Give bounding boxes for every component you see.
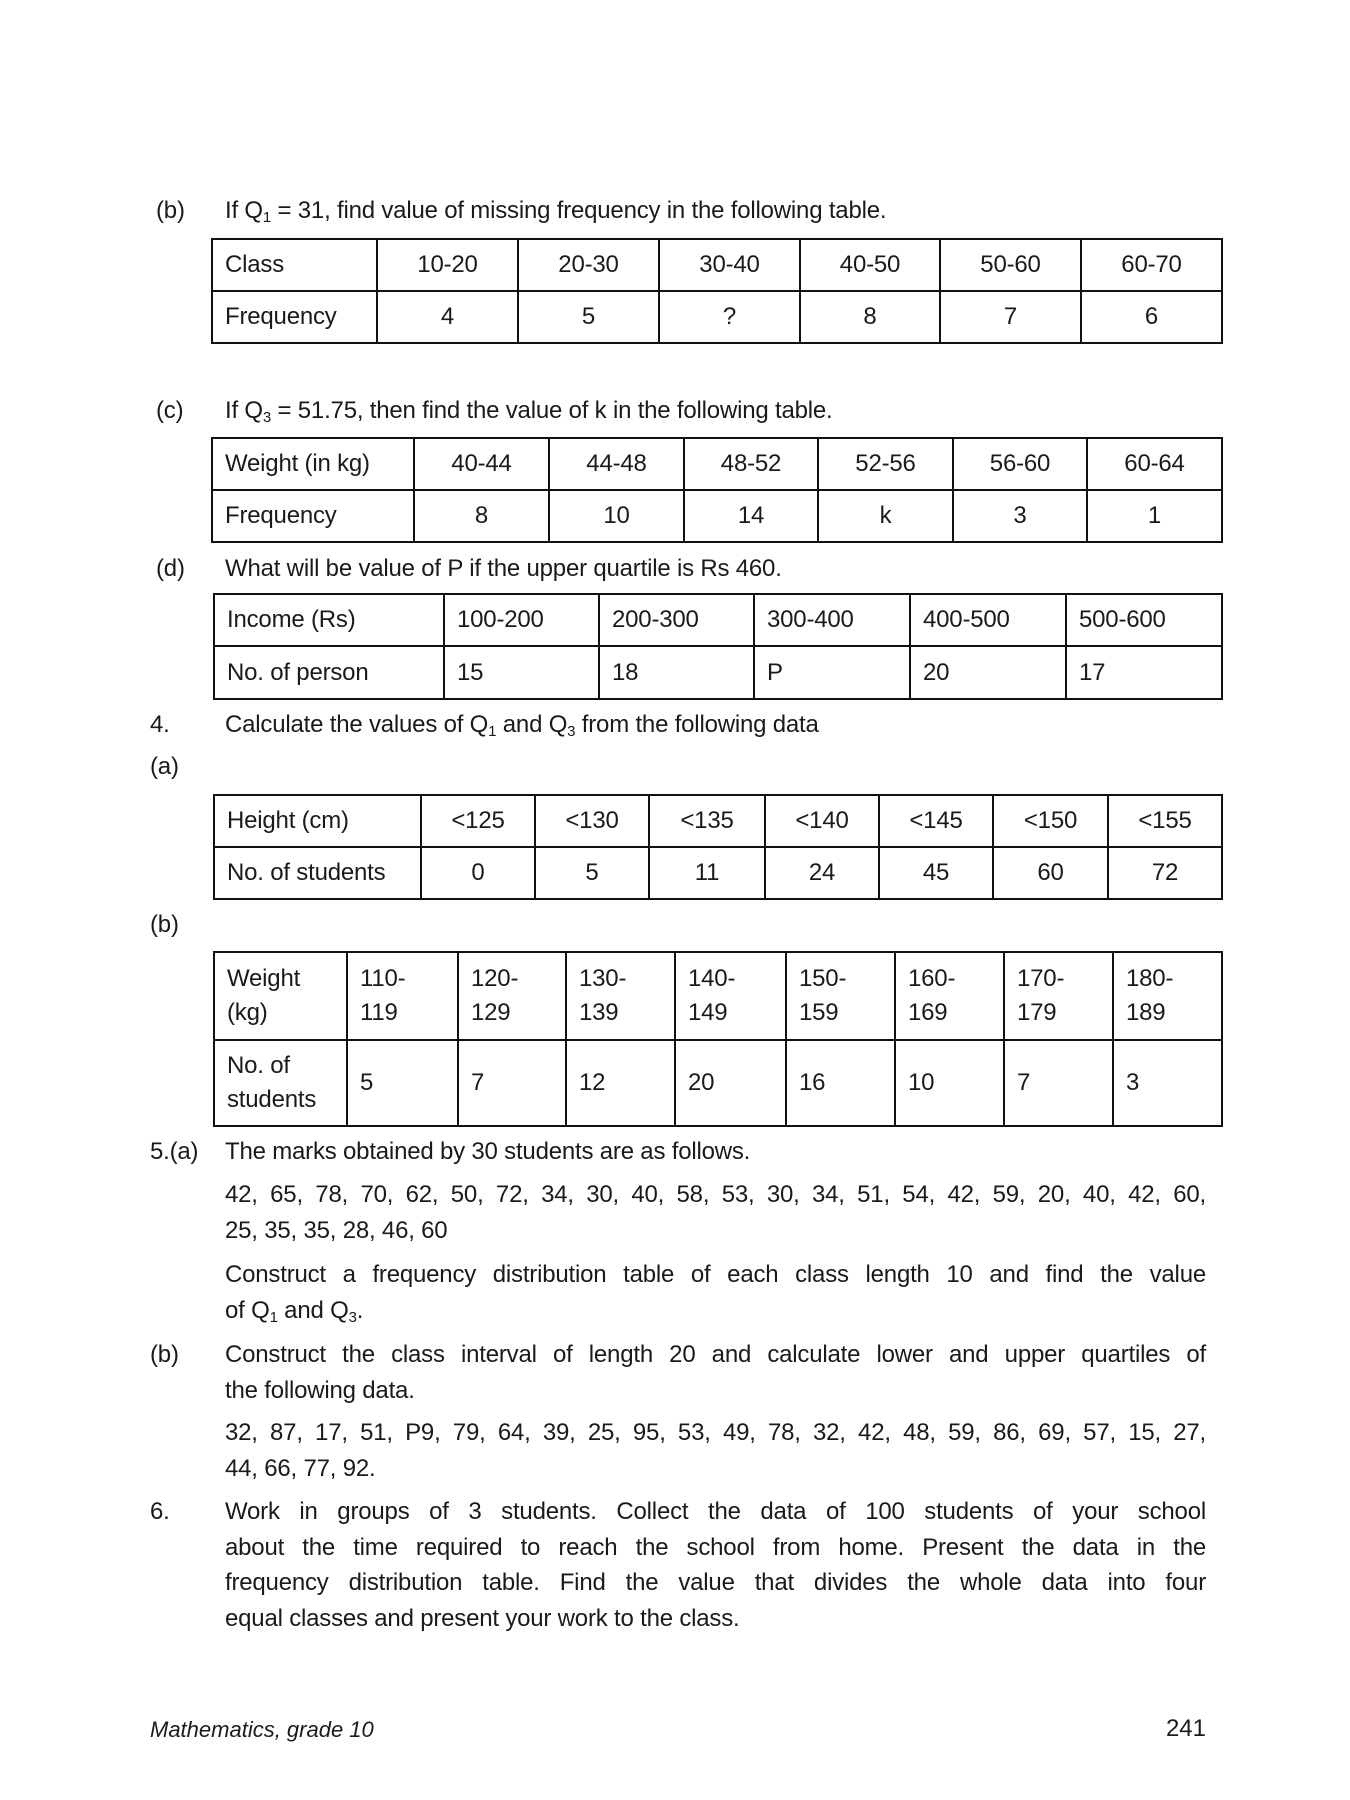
task-text bbox=[225, 1257, 1206, 1328]
text: and Q bbox=[277, 1296, 349, 1324]
cell-line: 129 bbox=[471, 999, 511, 1026]
table-cell: 72 bbox=[1108, 847, 1222, 899]
table-cell: 20 bbox=[910, 646, 1066, 699]
task-line: Construct the class interval of length 20 and calculate lower and upper quartiles of bbox=[225, 1341, 1206, 1368]
data-line: 42, 65, 78, 70, 62, 50, 72, 34, 30, 40, 58, 53, 30, 34, 51, 54, 42, 59, 20, 40, 42, 60, bbox=[225, 1181, 1206, 1208]
question-label: (b) bbox=[150, 911, 179, 938]
weight-table-q4b bbox=[213, 951, 1223, 1127]
table-cell: 60-64 bbox=[1087, 438, 1222, 490]
text: If Q bbox=[225, 397, 263, 424]
row-header-cell: Class bbox=[212, 239, 377, 291]
table-cell bbox=[458, 952, 566, 1040]
table-cell: 400-500 bbox=[910, 594, 1066, 646]
cell-line: 130- bbox=[579, 965, 627, 992]
table-cell: 300-400 bbox=[754, 594, 910, 646]
task-text bbox=[225, 1337, 1206, 1408]
cell-line: 149 bbox=[688, 999, 728, 1026]
table-cell: 7 bbox=[940, 291, 1081, 343]
table-cell: 20-30 bbox=[518, 239, 659, 291]
data-line: 25, 35, 35, 28, 46, 60 bbox=[225, 1216, 448, 1244]
row-header-cell bbox=[214, 952, 347, 1040]
subscript: 3 bbox=[348, 1308, 357, 1326]
text: from the following data bbox=[575, 711, 819, 738]
question-text bbox=[225, 707, 819, 743]
row-header-cell: Height (cm) bbox=[214, 795, 421, 847]
cell-line: 159 bbox=[799, 999, 839, 1026]
text: and Q bbox=[496, 711, 568, 738]
table-cell: <140 bbox=[765, 795, 879, 847]
cell-line: 170- bbox=[1017, 965, 1065, 992]
table-cell: ? bbox=[659, 291, 800, 343]
row-header-cell bbox=[214, 1040, 347, 1126]
height-table-q4a bbox=[213, 794, 1223, 900]
frequency-table-q3b bbox=[211, 238, 1223, 344]
text-line: frequency distribution table. Find the value that divides the whole data into four bbox=[225, 1569, 1206, 1596]
text: = 51.75, then find the value of k in the following table. bbox=[271, 397, 833, 424]
cell-line: No. of bbox=[227, 1052, 290, 1079]
task-line bbox=[225, 1293, 1206, 1329]
table-cell: 3 bbox=[1113, 1040, 1222, 1126]
table-cell: 44-48 bbox=[549, 438, 684, 490]
table-cell: 20 bbox=[675, 1040, 786, 1126]
table-cell: 16 bbox=[786, 1040, 895, 1126]
table-cell: 60 bbox=[993, 847, 1108, 899]
table-cell: 40-50 bbox=[800, 239, 940, 291]
cell-line: 119 bbox=[360, 999, 398, 1026]
table-cell: 30-40 bbox=[659, 239, 800, 291]
table-cell: 18 bbox=[599, 646, 754, 699]
subscript: 1 bbox=[269, 1308, 278, 1326]
table-cell: 52-56 bbox=[818, 438, 953, 490]
text: Calculate the values of Q bbox=[225, 711, 489, 738]
cell-line: 160- bbox=[908, 965, 956, 992]
table-cell: 7 bbox=[458, 1040, 566, 1126]
question-number: 6. bbox=[150, 1498, 170, 1525]
table-cell: 15 bbox=[444, 646, 599, 699]
question-label: (b) bbox=[156, 197, 185, 224]
question-label: (b) bbox=[150, 1341, 179, 1368]
row-header-cell: No. of students bbox=[214, 847, 421, 899]
table-cell: 500-600 bbox=[1066, 594, 1222, 646]
table-cell: 45 bbox=[879, 847, 993, 899]
row-header-cell: Income (Rs) bbox=[214, 594, 444, 646]
table-cell: <150 bbox=[993, 795, 1108, 847]
text: . bbox=[356, 1296, 364, 1324]
table-cell bbox=[566, 952, 675, 1040]
table-cell: P bbox=[754, 646, 910, 699]
row-header-cell: Frequency bbox=[212, 291, 377, 343]
question-text bbox=[225, 193, 886, 229]
table-cell: 24 bbox=[765, 847, 879, 899]
cell-line: 189 bbox=[1126, 999, 1166, 1026]
data-line: 32, 87, 17, 51, P9, 79, 64, 39, 25, 95, 53, 49, 78, 32, 42, 48, 59, 86, 69, 57, 15, 27, bbox=[225, 1419, 1206, 1446]
question-number: 4. bbox=[150, 711, 170, 738]
table-cell: 12 bbox=[566, 1040, 675, 1126]
cell-line: students bbox=[227, 1086, 317, 1113]
cell-line: 150- bbox=[799, 965, 847, 992]
table-cell: 10 bbox=[895, 1040, 1004, 1126]
table-cell bbox=[347, 952, 458, 1040]
subscript: 3 bbox=[262, 409, 272, 426]
cell-line: 120- bbox=[471, 965, 519, 992]
table-row bbox=[214, 1040, 1222, 1126]
table-cell: 40-44 bbox=[414, 438, 549, 490]
table-cell: <155 bbox=[1108, 795, 1222, 847]
project-text bbox=[225, 1494, 1206, 1636]
table-row bbox=[212, 490, 1222, 542]
table-cell: <130 bbox=[535, 795, 649, 847]
table-cell bbox=[786, 952, 895, 1040]
row-header-cell: Frequency bbox=[212, 490, 414, 542]
table-cell: 56-60 bbox=[953, 438, 1087, 490]
question-text: What will be value of P if the upper quartile is Rs 460. bbox=[225, 555, 782, 582]
question-label: (c) bbox=[156, 397, 184, 424]
header-row bbox=[212, 438, 1222, 490]
table-cell: 17 bbox=[1066, 646, 1222, 699]
text-line: about the time required to reach the school from home. Present the data in the bbox=[225, 1533, 1206, 1561]
table-cell: 60-70 bbox=[1081, 239, 1222, 291]
question-text: The marks obtained by 30 students are as follows. bbox=[225, 1138, 751, 1165]
table-cell: 1 bbox=[1087, 490, 1222, 542]
header-row bbox=[214, 795, 1222, 847]
header-row bbox=[212, 239, 1222, 291]
text-line: Work in groups of 3 students. Collect the data of 100 students of your school bbox=[225, 1498, 1206, 1525]
task-line: the following data. bbox=[225, 1376, 415, 1404]
page-number: 241 bbox=[1165, 1715, 1206, 1742]
header-row bbox=[214, 594, 1222, 646]
table-cell: 50-60 bbox=[940, 239, 1081, 291]
table-cell: 8 bbox=[414, 490, 549, 542]
table-cell: 14 bbox=[684, 490, 818, 542]
table-cell: <145 bbox=[879, 795, 993, 847]
table-cell: 7 bbox=[1004, 1040, 1113, 1126]
quartile-data bbox=[225, 1415, 1206, 1486]
table-cell: <125 bbox=[421, 795, 535, 847]
table-cell bbox=[1113, 952, 1222, 1040]
table-cell bbox=[675, 952, 786, 1040]
table-cell: 3 bbox=[953, 490, 1087, 542]
cell-line: 169 bbox=[908, 999, 948, 1026]
table-cell: 100-200 bbox=[444, 594, 599, 646]
subscript: 3 bbox=[567, 723, 576, 740]
table-cell: <135 bbox=[649, 795, 765, 847]
cell-line: 180- bbox=[1126, 965, 1174, 992]
cell-line: 139 bbox=[579, 999, 619, 1026]
question-label: (a) bbox=[150, 753, 179, 780]
table-cell: 6 bbox=[1081, 291, 1222, 343]
cell-line: (kg) bbox=[227, 999, 268, 1026]
table-cell: 10 bbox=[549, 490, 684, 542]
row-header-cell: No. of person bbox=[214, 646, 444, 699]
subscript: 1 bbox=[488, 723, 497, 740]
header-row bbox=[214, 952, 1222, 1040]
table-cell: 0 bbox=[421, 847, 535, 899]
income-table-q3d bbox=[213, 593, 1223, 700]
text: If Q bbox=[225, 197, 263, 224]
table-cell bbox=[895, 952, 1004, 1040]
frequency-table-q3c bbox=[211, 437, 1223, 543]
row-header-cell: Weight (in kg) bbox=[212, 438, 414, 490]
table-cell: 11 bbox=[649, 847, 765, 899]
cell-line: 140- bbox=[688, 965, 736, 992]
text: of Q bbox=[225, 1296, 270, 1324]
table-cell: 5 bbox=[535, 847, 649, 899]
question-label: (d) bbox=[156, 555, 185, 582]
subscript: 1 bbox=[262, 209, 272, 226]
footer-book-title: Mathematics, grade 10 bbox=[150, 1717, 374, 1742]
table-cell: 200-300 bbox=[599, 594, 754, 646]
text: = 31, find value of missing frequency in the following table. bbox=[271, 197, 887, 224]
table-cell bbox=[1004, 952, 1113, 1040]
cell-line: 179 bbox=[1017, 999, 1057, 1026]
table-row bbox=[212, 291, 1222, 343]
data-line: 44, 66, 77, 92. bbox=[225, 1454, 376, 1482]
task-line: Construct a frequency distribution table of each class length 10 and find the value bbox=[225, 1261, 1206, 1288]
marks-data bbox=[225, 1177, 1206, 1248]
table-cell: 4 bbox=[377, 291, 518, 343]
cell-line: 110- bbox=[360, 965, 406, 992]
table-cell: 10-20 bbox=[377, 239, 518, 291]
question-label: 5.(a) bbox=[150, 1138, 199, 1165]
table-cell: 5 bbox=[518, 291, 659, 343]
table-cell: 8 bbox=[800, 291, 940, 343]
table-cell: k bbox=[818, 490, 953, 542]
question-text bbox=[225, 393, 833, 429]
cell-line: Weight bbox=[227, 965, 301, 992]
table-cell: 5 bbox=[347, 1040, 458, 1126]
table-cell: 48-52 bbox=[684, 438, 818, 490]
text-line: equal classes and present your work to the class. bbox=[225, 1604, 740, 1632]
table-row bbox=[214, 847, 1222, 899]
table-row bbox=[214, 646, 1222, 699]
